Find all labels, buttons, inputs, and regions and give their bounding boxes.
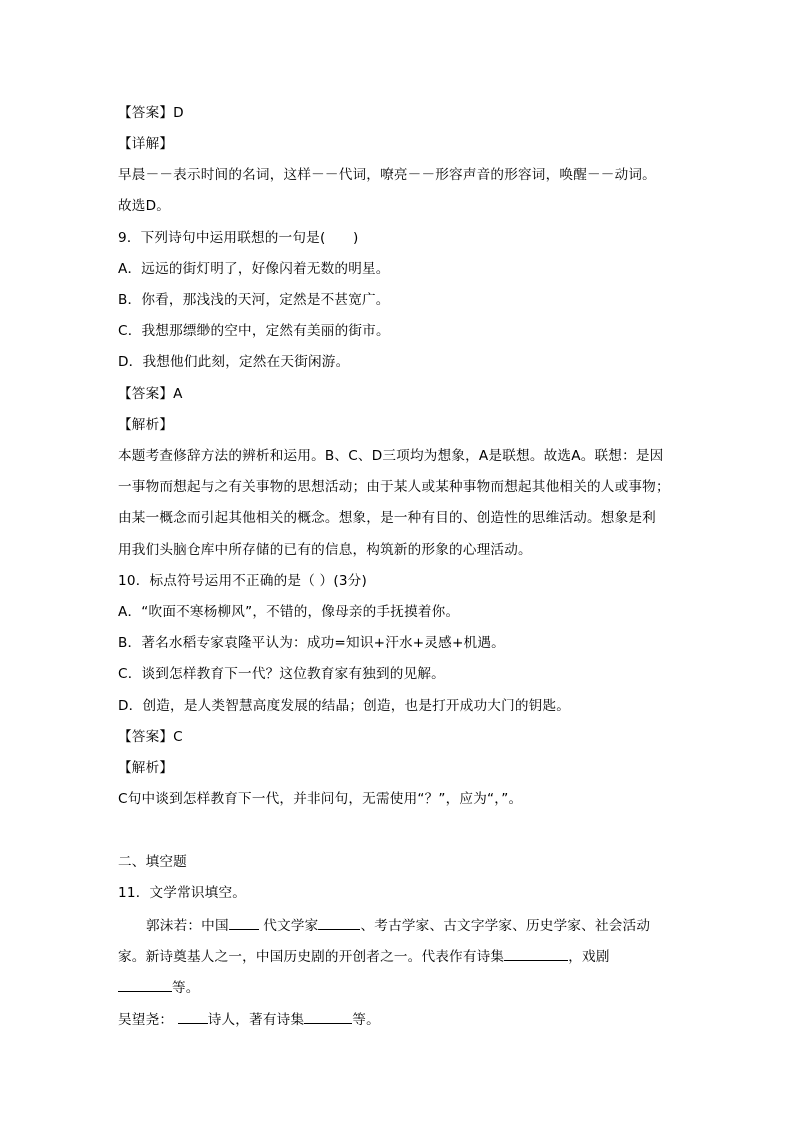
question-9-analysis-line: 用我们头脑仓库中所存储的已有的信息，构筑新的形象的心理活动。 <box>118 542 532 558</box>
fill-blank[interactable] <box>504 946 568 961</box>
question-9-option-a: A．远远的街灯明了，好像闪着无数的明星。 <box>118 261 390 277</box>
detail-tag: 【详解】 <box>118 136 174 152</box>
question-9-option-d: D．我想他们此刻，定然在天街闲游。 <box>118 354 350 370</box>
question-9-analysis-tag: 【解析】 <box>118 417 174 433</box>
fill-blank[interactable] <box>118 977 172 992</box>
guo-text: 等。 <box>172 980 200 996</box>
choose-text: 故选D。 <box>118 198 171 214</box>
guo-moruo-line-3 <box>118 977 200 997</box>
guo-moruo-line-1 <box>146 915 650 935</box>
question-9-answer: 【答案】A <box>118 386 183 402</box>
guo-text: 、考古学家、古文字学家、历史学家、社会活动 <box>360 918 651 934</box>
guo-text: 代文学家 <box>263 918 319 934</box>
question-10-analysis: C句中谈到怎样教育下一代，并非问句，无需使用“？”，应为“，”。 <box>118 791 523 807</box>
fill-blank[interactable] <box>178 1009 208 1024</box>
wu-wangyao-line <box>118 1009 380 1029</box>
guo-text: 家。新诗奠基人之一，中国历史剧的开创者之一。代表作有诗集 <box>118 949 505 965</box>
question-10-option-a: A．“吹面不寒杨柳风”，不错的，像母亲的手抚摸着你。 <box>118 604 460 620</box>
guo-text: ，戏剧 <box>568 949 610 965</box>
question-9-analysis-line: 本题考查修辞方法的辨析和运用。B、C、D三项均为想象，A是联想。故选A。联想：是因 <box>118 448 664 464</box>
question-10-option-d: D．创造，是人类智慧高度发展的结晶；创造，也是打开成功大门的钥匙。 <box>118 698 571 714</box>
explanation-text: 早晨－－表示时间的名词，这样－－代词，嘹亮－－形容声音的形容词，唤醒－－动词。 <box>118 167 656 183</box>
question-10-stem: 10．标点符号运用不正确的是（ ）(3分) <box>118 573 367 589</box>
question-9-stem: 9．下列诗句中运用联想的一句是( ) <box>118 230 359 246</box>
wu-text: 吴望尧： <box>118 1012 174 1028</box>
answer-tag: 【答案】D <box>118 105 184 121</box>
fill-blank[interactable] <box>304 1009 352 1024</box>
guo-text: 郭沫若：中国 <box>146 918 229 934</box>
question-9-analysis-line: 一事物而想起与之有关事物的思想活动；由于某人或某种事物而想起其他相关的人或事物； <box>118 479 670 495</box>
wu-text: 等。 <box>352 1012 380 1028</box>
question-10-answer: 【答案】C <box>118 729 183 745</box>
question-10-option-c: C．谈到怎样教育下一代？这位教育家有独到的见解。 <box>118 666 445 682</box>
question-9-option-c: C．我想那缥缈的空中，定然有美丽的街市。 <box>118 323 390 339</box>
question-9-option-b: B．你看，那浅浅的天河，定然是不甚宽广。 <box>118 292 390 308</box>
fill-blank[interactable] <box>229 915 259 930</box>
wu-text: 诗人，著有诗集 <box>207 1012 305 1028</box>
question-10-option-b: B．著名水稻专家袁隆平认为：成功=知识+汗水+灵感+机遇。 <box>118 635 505 651</box>
question-10-analysis-tag: 【解析】 <box>118 760 174 776</box>
fill-blank[interactable] <box>318 915 360 930</box>
question-9-analysis-line: 由某一概念而引起其他相关的概念。想象，是一种有目的、创造性的思维活动。想象是利 <box>118 510 656 526</box>
guo-moruo-line-2 <box>118 946 610 966</box>
question-11-stem: 11．文学常识填空。 <box>118 885 247 901</box>
section-title: 二、填空题 <box>118 854 187 870</box>
